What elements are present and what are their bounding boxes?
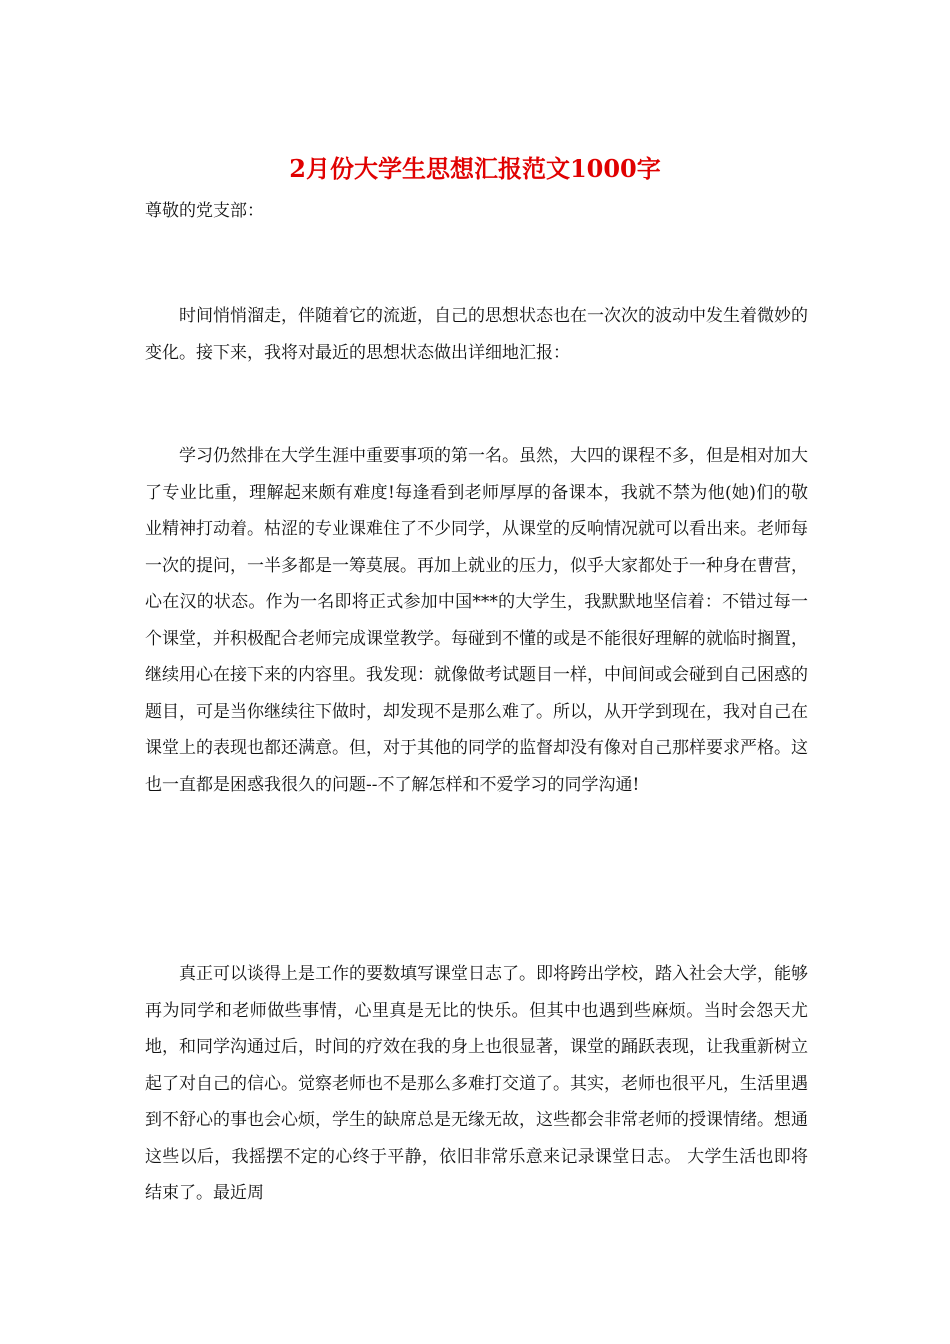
paragraph-1: 时间悄悄溜走，伴随着它的流逝，自己的思想状态也在一次次的波动中发生着微妙的变化。接下来，我将对最近的思想状态做出详细地汇报： [145, 306, 808, 363]
salutation: 尊敬的党支部： [145, 201, 264, 221]
paragraph-3: 真正可以谈得上是工作的要数填写课堂日志了。即将跨出学校，踏入社会大学，能够再为同学和老师做些事情，心里真是无比的快乐。但其中也遇到些麻烦。当时会怨天尤地，和同学沟通过后，时间的疗效在我的身上也很显著，课堂的踊跃表现，让我重新树立起了对自己的信心。觉察老师也不是那么多难打交道了。其实，老师也很平凡，生活里遇到不舒心的事也会心烦，学生的缺席总是无缘无故，这些都会非常老师的授课情绪。想通这些以后，我摇摆不定的心终于平静，依旧非常乐意来记录课堂日志。 大学生活也即将结束了。最近周 [145, 964, 808, 1203]
paragraph-2: 学习仍然排在大学生涯中重要事项的第一名。虽然，大四的课程不多，但是相对加大了专业比重，理解起来颇有难度!每逢看到老师厚厚的备课本，我就不禁为他(她)们的敬业精神打动着。枯涩的专业课难住了不少同学，从课堂的反响情况就可以看出来。老师每一次的提问，一半多都是一筹莫展。再加上就业的压力，似乎大家都处于一种身在曹营，心在汉的状态。作为一名即将正式参加中国***的大学生，我默默地坚信着：不错过每一个课堂，并积极配合老师完成课堂教学。每碰到不懂的或是不能很好理解的就临时搁置，继续用心在接下来的内容里。我发现：就像做考试题目一样，中间间或会碰到自己困惑的题目，可是当你继续往下做时，却发现不是那么难了。所以，从开学到现在，我对自己在课堂上的表现也都还满意。但，对于其他的同学的监督却没有像对自己那样要求严格。这也一直都是困惑我很久的问题--不了解怎样和不爱学习的同学沟通! [145, 446, 808, 795]
document-title: 2月份大学生思想汇报范文1000字 [289, 154, 661, 183]
